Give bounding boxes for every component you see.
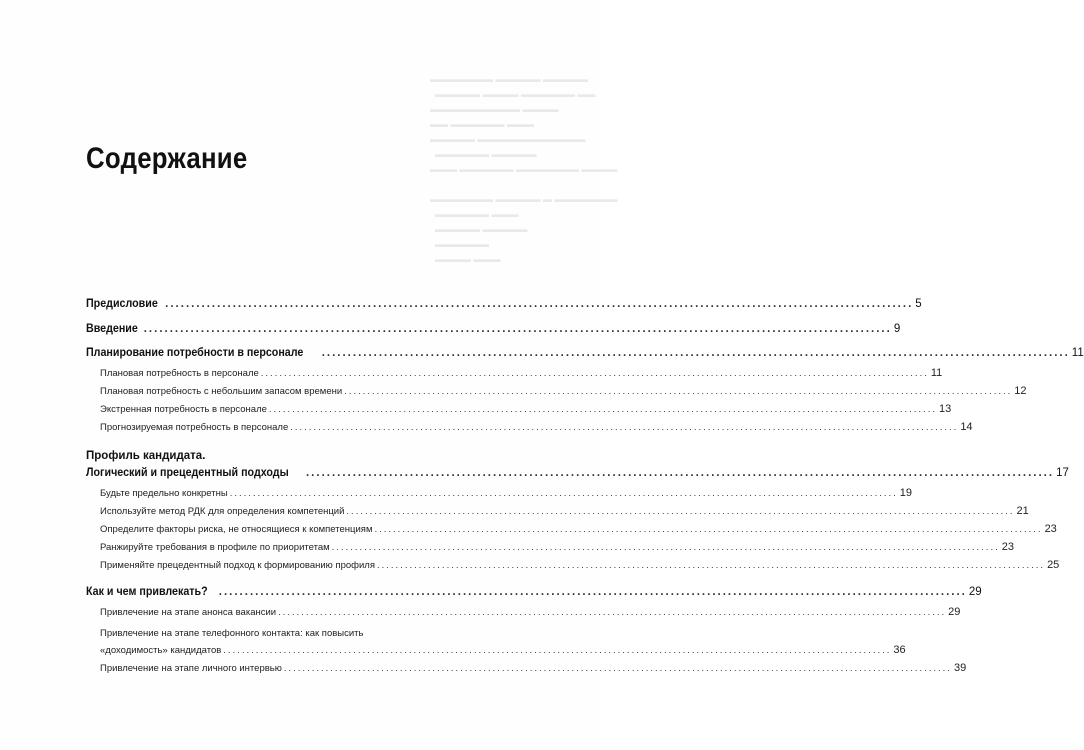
toc-subentry[interactable] xyxy=(86,662,967,674)
toc-entry-label: Прогнозируемая потребность в персонале xyxy=(100,422,289,433)
toc-entry-page: 23 xyxy=(1001,541,1014,553)
toc-entry-label: Экстренная потребность в персонале xyxy=(100,404,267,415)
toc-entry-page: 12 xyxy=(1014,385,1027,397)
leader-dots xyxy=(346,506,1014,517)
toc-entry-page: 5 xyxy=(915,298,922,310)
toc-entry-page: 29 xyxy=(948,606,961,618)
toc-entry-page: 17 xyxy=(1056,467,1069,479)
toc-entry-label: Используйте метод РДК для определения компетенций xyxy=(100,506,345,517)
toc-entry-attraction[interactable] xyxy=(86,586,982,598)
leader-dots xyxy=(306,467,1054,479)
toc-entry-page: 39 xyxy=(953,662,967,674)
leader-dots xyxy=(269,404,937,415)
toc-subentry[interactable] xyxy=(86,487,913,499)
leader-dots xyxy=(344,386,1012,397)
toc-subentry[interactable] xyxy=(86,559,1060,571)
toc-entry-page: 9 xyxy=(893,323,901,335)
toc-entry-label: Логический и прецедентный подходы xyxy=(86,467,289,479)
toc-entry-label: Будьте предельно конкретны xyxy=(100,488,228,499)
toc-subentry-line1[interactable]: Привлечение на этапе телефонного контакта: как повысить xyxy=(100,628,364,639)
leader-dots xyxy=(284,663,952,674)
toc-subentry[interactable] xyxy=(86,385,1027,397)
toc-entry-page: 13 xyxy=(938,403,952,415)
toc-subentry[interactable] xyxy=(86,523,1057,535)
toc-entry-label: Привлечение на этапе личного интервью xyxy=(100,663,282,674)
toc-subentry[interactable] xyxy=(86,421,973,433)
leader-dots xyxy=(219,586,967,598)
toc-entry-page: 19 xyxy=(899,487,913,499)
toc-subentry[interactable] xyxy=(86,541,1014,553)
toc-entry-page: 36 xyxy=(893,644,906,656)
toc-entry-label: «доходимость» кандидатов xyxy=(100,645,222,656)
show-through-text: ▬▬▬▬▬▬▬ ▬▬▬▬▬ ▬▬▬▬▬ ▬▬▬▬▬ ▬▬▬▬ ▬▬▬▬▬▬ ▬▬ ▬▬▬▬▬▬▬▬▬▬ ▬▬▬▬ ▬▬ ▬▬▬▬▬▬ ▬▬▬ ▬▬▬▬▬ ▬▬▬▬▬▬▬▬▬▬▬▬ ▬▬▬▬▬▬ ▬▬▬▬▬ ▬▬▬ ▬▬▬▬▬▬ ▬▬▬▬▬▬▬ ▬▬▬▬ ▬▬▬▬▬▬▬ ▬▬▬▬▬ ▬ ▬▬▬▬▬▬▬ ▬▬▬▬▬▬ ▬▬▬ ▬▬▬▬▬ ▬▬▬▬▬ ▬▬▬▬▬▬ ▬▬▬▬ ▬▬▬ xyxy=(430,74,618,264)
leader-dots xyxy=(261,368,929,379)
page-title: Содержание xyxy=(86,142,248,175)
toc-entry-page: 11 xyxy=(1071,347,1084,359)
leader-dots xyxy=(165,298,913,310)
leader-dots xyxy=(230,488,898,499)
leader-dots xyxy=(278,607,946,618)
toc-entry-page: 29 xyxy=(968,586,982,598)
toc-entry-label: Определите факторы риска, не относящиеся к компетенциям xyxy=(100,524,373,535)
leader-dots xyxy=(377,560,1045,571)
toc-subentry[interactable] xyxy=(86,505,1029,517)
toc-entry-label: Ранжируйте требования в профиле по приоритетам xyxy=(100,542,330,553)
toc-entry-page: 23 xyxy=(1044,523,1057,535)
leader-dots xyxy=(290,422,958,433)
toc-subentry[interactable] xyxy=(86,644,906,656)
toc-entry-introduction[interactable] xyxy=(86,323,901,335)
toc-entry-preface[interactable] xyxy=(86,298,922,310)
toc-entry-label: Как и чем привлекать? xyxy=(86,586,208,598)
toc-entry-profile-line1[interactable]: Профиль кандидата. xyxy=(86,450,206,462)
toc-entry-label: Предисловие xyxy=(86,298,158,310)
leader-dots xyxy=(332,542,1000,553)
toc-entry-label: Плановая потребность с небольшим запасом времени xyxy=(100,386,343,397)
toc-subentry[interactable] xyxy=(86,403,952,415)
leader-dots xyxy=(322,347,1070,359)
toc-subentry[interactable] xyxy=(86,606,961,618)
toc-entry-profile[interactable] xyxy=(86,467,1069,479)
toc-entry-label: Планирование потребности в персонале xyxy=(86,347,304,359)
leader-dots xyxy=(374,524,1042,535)
leader-dots xyxy=(144,323,892,335)
toc-entry-planning[interactable] xyxy=(86,347,1084,359)
toc-entry-label: Привлечение на этапе анонса вакансии xyxy=(100,607,277,618)
toc-entry-page: 21 xyxy=(1016,505,1029,517)
toc-entry-page: 14 xyxy=(960,421,973,433)
toc-entry-page: 11 xyxy=(930,367,943,379)
toc-entry-label: Применяйте прецедентный подход к формированию профиля xyxy=(100,560,375,571)
toc-entry-page: 25 xyxy=(1047,559,1060,571)
leader-dots xyxy=(223,645,891,656)
toc-subentry[interactable] xyxy=(86,367,943,379)
toc-entry-label: Плановая потребность в персонале xyxy=(100,368,259,379)
toc-entry-label: Введение xyxy=(86,323,138,335)
